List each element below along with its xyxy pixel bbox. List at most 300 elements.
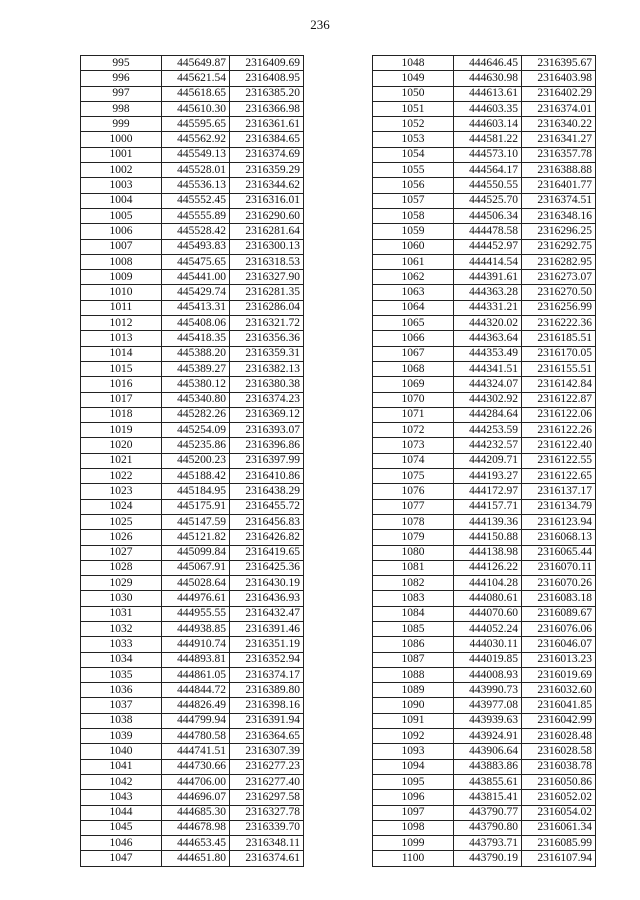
- x-coordinate-cell: 444955.55: [162, 606, 230, 621]
- y-coordinate-cell: 2316316.01: [230, 193, 304, 208]
- point-number-cell: 1062: [373, 270, 454, 285]
- point-number-cell: 1055: [373, 163, 454, 178]
- x-coordinate-cell: 443990.73: [454, 683, 522, 698]
- y-coordinate-cell: 2316438.29: [230, 484, 304, 499]
- table-row: [81, 484, 304, 499]
- y-coordinate-cell: 2316170.05: [522, 346, 596, 361]
- table-row: [81, 346, 304, 361]
- x-coordinate-cell: 444320.02: [454, 316, 522, 331]
- table-row: [373, 683, 596, 698]
- point-number-cell: 1040: [81, 744, 162, 759]
- point-number-cell: 1079: [373, 530, 454, 545]
- point-number-cell: 1084: [373, 606, 454, 621]
- point-number-cell: 1041: [81, 759, 162, 774]
- table-row: [373, 208, 596, 223]
- y-coordinate-cell: 2316356.36: [230, 331, 304, 346]
- point-number-cell: 1091: [373, 713, 454, 728]
- table-row: [373, 805, 596, 820]
- point-number-cell: 1032: [81, 621, 162, 636]
- table-row: [81, 132, 304, 147]
- table-row: [81, 208, 304, 223]
- x-coordinate-cell: 445418.35: [162, 331, 230, 346]
- table-row: [373, 545, 596, 560]
- y-coordinate-cell: 2316361.61: [230, 117, 304, 132]
- x-coordinate-cell: 444893.81: [162, 652, 230, 667]
- x-coordinate-cell: 444150.88: [454, 530, 522, 545]
- point-number-cell: 1009: [81, 270, 162, 285]
- x-coordinate-cell: 444581.22: [454, 132, 522, 147]
- table-row: [373, 836, 596, 851]
- y-coordinate-cell: 2316050.86: [522, 774, 596, 789]
- table-row: [373, 514, 596, 529]
- point-number-cell: 1075: [373, 469, 454, 484]
- y-coordinate-cell: 2316076.06: [522, 621, 596, 636]
- table-row: [81, 560, 304, 575]
- point-number-cell: 1074: [373, 453, 454, 468]
- x-coordinate-cell: 444341.51: [454, 361, 522, 376]
- table-row: [373, 193, 596, 208]
- x-coordinate-cell: 444008.93: [454, 667, 522, 682]
- table-row: [373, 285, 596, 300]
- y-coordinate-cell: 2316374.23: [230, 392, 304, 407]
- point-number-cell: 1089: [373, 683, 454, 698]
- table-row: [373, 423, 596, 438]
- table-row: [81, 820, 304, 835]
- point-number-cell: 1066: [373, 331, 454, 346]
- y-coordinate-cell: 2316142.84: [522, 377, 596, 392]
- y-coordinate-cell: 2316222.36: [522, 316, 596, 331]
- y-coordinate-cell: 2316395.67: [522, 56, 596, 71]
- table-row: [373, 652, 596, 667]
- x-coordinate-cell: 443793.71: [454, 836, 522, 851]
- table-row: [81, 285, 304, 300]
- x-coordinate-cell: 444139.36: [454, 514, 522, 529]
- table-row: [373, 270, 596, 285]
- point-number-cell: 1023: [81, 484, 162, 499]
- x-coordinate-cell: 444706.00: [162, 774, 230, 789]
- y-coordinate-cell: 2316155.51: [522, 361, 596, 376]
- x-coordinate-cell: 443924.91: [454, 729, 522, 744]
- x-coordinate-cell: 444414.54: [454, 254, 522, 269]
- point-number-cell: 1049: [373, 71, 454, 86]
- x-coordinate-cell: 444253.59: [454, 423, 522, 438]
- coordinates-table-left: [80, 55, 304, 867]
- x-coordinate-cell: 444573.10: [454, 147, 522, 162]
- y-coordinate-cell: 2316107.94: [522, 851, 596, 866]
- x-coordinate-cell: 445429.74: [162, 285, 230, 300]
- table-row: [81, 652, 304, 667]
- coordinates-table-body: [373, 56, 596, 867]
- x-coordinate-cell: 444478.58: [454, 224, 522, 239]
- point-number-cell: 1027: [81, 545, 162, 560]
- x-coordinate-cell: 444603.35: [454, 101, 522, 116]
- table-row: [81, 254, 304, 269]
- x-coordinate-cell: 445528.01: [162, 163, 230, 178]
- x-coordinate-cell: 445389.27: [162, 361, 230, 376]
- point-number-cell: 1031: [81, 606, 162, 621]
- point-number-cell: 1010: [81, 285, 162, 300]
- x-coordinate-cell: 444080.61: [454, 591, 522, 606]
- point-number-cell: 1064: [373, 300, 454, 315]
- table-row: [373, 759, 596, 774]
- table-row: [81, 438, 304, 453]
- x-coordinate-cell: 444193.27: [454, 469, 522, 484]
- y-coordinate-cell: 2316028.48: [522, 729, 596, 744]
- coordinates-table-body: [81, 56, 304, 867]
- table-row: [373, 713, 596, 728]
- x-coordinate-cell: 444938.85: [162, 621, 230, 636]
- y-coordinate-cell: 2316286.04: [230, 300, 304, 315]
- table-row: [373, 744, 596, 759]
- y-coordinate-cell: 2316042.99: [522, 713, 596, 728]
- x-coordinate-cell: 444861.05: [162, 667, 230, 682]
- point-number-cell: 1096: [373, 790, 454, 805]
- x-coordinate-cell: 444780.58: [162, 729, 230, 744]
- table-row: [81, 576, 304, 591]
- table-row: [373, 377, 596, 392]
- y-coordinate-cell: 2316068.13: [522, 530, 596, 545]
- table-row: [373, 56, 596, 71]
- table-row: [373, 729, 596, 744]
- table-row: [373, 254, 596, 269]
- point-number-cell: 1100: [373, 851, 454, 866]
- y-coordinate-cell: 2316344.62: [230, 178, 304, 193]
- y-coordinate-cell: 2316277.40: [230, 774, 304, 789]
- y-coordinate-cell: 2316339.70: [230, 820, 304, 835]
- x-coordinate-cell: 445200.23: [162, 453, 230, 468]
- x-coordinate-cell: 444353.49: [454, 346, 522, 361]
- table-row: [81, 239, 304, 254]
- point-number-cell: 1098: [373, 820, 454, 835]
- x-coordinate-cell: 445282.26: [162, 407, 230, 422]
- x-coordinate-cell: 445254.09: [162, 423, 230, 438]
- table-row: [373, 316, 596, 331]
- table-row: [81, 147, 304, 162]
- x-coordinate-cell: 444363.28: [454, 285, 522, 300]
- x-coordinate-cell: 443883.86: [454, 759, 522, 774]
- x-coordinate-cell: 443790.80: [454, 820, 522, 835]
- y-coordinate-cell: 2316359.31: [230, 346, 304, 361]
- table-row: [373, 469, 596, 484]
- point-number-cell: 1029: [81, 576, 162, 591]
- x-coordinate-cell: 444138.98: [454, 545, 522, 560]
- y-coordinate-cell: 2316281.64: [230, 224, 304, 239]
- y-coordinate-cell: 2316327.90: [230, 270, 304, 285]
- y-coordinate-cell: 2316402.29: [522, 86, 596, 101]
- point-number-cell: 1059: [373, 224, 454, 239]
- table-row: [81, 117, 304, 132]
- x-coordinate-cell: 445408.06: [162, 316, 230, 331]
- table-row: [373, 820, 596, 835]
- y-coordinate-cell: 2316430.19: [230, 576, 304, 591]
- x-coordinate-cell: 443906.64: [454, 744, 522, 759]
- x-coordinate-cell: 445555.89: [162, 208, 230, 223]
- y-coordinate-cell: 2316070.11: [522, 560, 596, 575]
- point-number-cell: 1097: [373, 805, 454, 820]
- table-row: [373, 147, 596, 162]
- x-coordinate-cell: 444157.71: [454, 499, 522, 514]
- y-coordinate-cell: 2316085.99: [522, 836, 596, 851]
- table-row: [373, 637, 596, 652]
- point-number-cell: 1038: [81, 713, 162, 728]
- y-coordinate-cell: 2316382.13: [230, 361, 304, 376]
- y-coordinate-cell: 2316385.20: [230, 86, 304, 101]
- x-coordinate-cell: 445595.65: [162, 117, 230, 132]
- x-coordinate-cell: 444104.28: [454, 576, 522, 591]
- x-coordinate-cell: 444826.49: [162, 698, 230, 713]
- x-coordinate-cell: 445184.95: [162, 484, 230, 499]
- table-row: [81, 606, 304, 621]
- point-number-cell: 995: [81, 56, 162, 71]
- x-coordinate-cell: 443855.61: [454, 774, 522, 789]
- point-number-cell: 1085: [373, 621, 454, 636]
- y-coordinate-cell: 2316122.65: [522, 469, 596, 484]
- point-number-cell: 1057: [373, 193, 454, 208]
- table-row: [81, 469, 304, 484]
- y-coordinate-cell: 2316123.94: [522, 514, 596, 529]
- table-row: [373, 667, 596, 682]
- x-coordinate-cell: 445649.87: [162, 56, 230, 71]
- x-coordinate-cell: 445175.91: [162, 499, 230, 514]
- table-row: [81, 530, 304, 545]
- point-number-cell: 1018: [81, 407, 162, 422]
- point-number-cell: 1003: [81, 178, 162, 193]
- table-row: [81, 851, 304, 866]
- table-row: [373, 499, 596, 514]
- point-number-cell: 1073: [373, 438, 454, 453]
- y-coordinate-cell: 2316321.72: [230, 316, 304, 331]
- y-coordinate-cell: 2316054.02: [522, 805, 596, 820]
- point-number-cell: 1071: [373, 407, 454, 422]
- x-coordinate-cell: 444630.98: [454, 71, 522, 86]
- table-row: [373, 163, 596, 178]
- x-coordinate-cell: 445067.91: [162, 560, 230, 575]
- table-row: [373, 698, 596, 713]
- table-row: [373, 560, 596, 575]
- x-coordinate-cell: 445188.42: [162, 469, 230, 484]
- y-coordinate-cell: 2316384.65: [230, 132, 304, 147]
- y-coordinate-cell: 2316374.51: [522, 193, 596, 208]
- y-coordinate-cell: 2316046.07: [522, 637, 596, 652]
- y-coordinate-cell: 2316032.60: [522, 683, 596, 698]
- table-row: [81, 407, 304, 422]
- table-row: [81, 545, 304, 560]
- point-number-cell: 1093: [373, 744, 454, 759]
- x-coordinate-cell: 445388.20: [162, 346, 230, 361]
- y-coordinate-cell: 2316419.65: [230, 545, 304, 560]
- table-row: [81, 71, 304, 86]
- y-coordinate-cell: 2316307.39: [230, 744, 304, 759]
- point-number-cell: 1090: [373, 698, 454, 713]
- x-coordinate-cell: 444052.24: [454, 621, 522, 636]
- table-row: [373, 407, 596, 422]
- point-number-cell: 1056: [373, 178, 454, 193]
- point-number-cell: 1081: [373, 560, 454, 575]
- table-row: [373, 392, 596, 407]
- table-row: [373, 851, 596, 866]
- table-row: [81, 163, 304, 178]
- x-coordinate-cell: 443977.08: [454, 698, 522, 713]
- table-row: [373, 224, 596, 239]
- point-number-cell: 1069: [373, 377, 454, 392]
- y-coordinate-cell: 2316041.85: [522, 698, 596, 713]
- table-row: [373, 239, 596, 254]
- y-coordinate-cell: 2316398.16: [230, 698, 304, 713]
- x-coordinate-cell: 444651.80: [162, 851, 230, 866]
- point-number-cell: 1067: [373, 346, 454, 361]
- y-coordinate-cell: 2316019.69: [522, 667, 596, 682]
- x-coordinate-cell: 445549.13: [162, 147, 230, 162]
- y-coordinate-cell: 2316297.58: [230, 790, 304, 805]
- x-coordinate-cell: 444976.61: [162, 591, 230, 606]
- y-coordinate-cell: 2316352.94: [230, 652, 304, 667]
- y-coordinate-cell: 2316425.36: [230, 560, 304, 575]
- y-coordinate-cell: 2316408.95: [230, 71, 304, 86]
- x-coordinate-cell: 445618.65: [162, 86, 230, 101]
- point-number-cell: 1065: [373, 316, 454, 331]
- x-coordinate-cell: 444799.94: [162, 713, 230, 728]
- y-coordinate-cell: 2316122.40: [522, 438, 596, 453]
- y-coordinate-cell: 2316122.26: [522, 423, 596, 438]
- y-coordinate-cell: 2316013.23: [522, 652, 596, 667]
- y-coordinate-cell: 2316327.78: [230, 805, 304, 820]
- x-coordinate-cell: 444910.74: [162, 637, 230, 652]
- point-number-cell: 1088: [373, 667, 454, 682]
- table-row: [373, 591, 596, 606]
- x-coordinate-cell: 444209.71: [454, 453, 522, 468]
- table-row: [81, 423, 304, 438]
- point-number-cell: 1070: [373, 392, 454, 407]
- y-coordinate-cell: 2316456.83: [230, 514, 304, 529]
- point-number-cell: 1083: [373, 591, 454, 606]
- x-coordinate-cell: 444324.07: [454, 377, 522, 392]
- table-row: [81, 667, 304, 682]
- point-number-cell: 1034: [81, 652, 162, 667]
- y-coordinate-cell: 2316374.61: [230, 851, 304, 866]
- table-row: [81, 790, 304, 805]
- point-number-cell: 1007: [81, 239, 162, 254]
- table-row: [81, 713, 304, 728]
- x-coordinate-cell: 444172.97: [454, 484, 522, 499]
- table-row: [81, 514, 304, 529]
- y-coordinate-cell: 2316281.35: [230, 285, 304, 300]
- point-number-cell: 1072: [373, 423, 454, 438]
- point-number-cell: 1008: [81, 254, 162, 269]
- x-coordinate-cell: 444232.57: [454, 438, 522, 453]
- y-coordinate-cell: 2316290.60: [230, 208, 304, 223]
- point-number-cell: 1082: [373, 576, 454, 591]
- y-coordinate-cell: 2316351.19: [230, 637, 304, 652]
- y-coordinate-cell: 2316065.44: [522, 545, 596, 560]
- table-row: [81, 178, 304, 193]
- point-number-cell: 1042: [81, 774, 162, 789]
- point-number-cell: 1022: [81, 469, 162, 484]
- x-coordinate-cell: 445028.64: [162, 576, 230, 591]
- x-coordinate-cell: 444653.45: [162, 836, 230, 851]
- x-coordinate-cell: 443790.77: [454, 805, 522, 820]
- y-coordinate-cell: 2316318.53: [230, 254, 304, 269]
- table-row: [373, 621, 596, 636]
- point-number-cell: 1012: [81, 316, 162, 331]
- table-row: [373, 331, 596, 346]
- table-row: [81, 698, 304, 713]
- x-coordinate-cell: 444685.30: [162, 805, 230, 820]
- y-coordinate-cell: 2316391.94: [230, 713, 304, 728]
- table-row: [81, 621, 304, 636]
- point-number-cell: 1087: [373, 652, 454, 667]
- y-coordinate-cell: 2316432.47: [230, 606, 304, 621]
- table-row: [81, 805, 304, 820]
- y-coordinate-cell: 2316122.55: [522, 453, 596, 468]
- table-row: [81, 224, 304, 239]
- table-row: [81, 774, 304, 789]
- y-coordinate-cell: 2316397.99: [230, 453, 304, 468]
- point-number-cell: 1021: [81, 453, 162, 468]
- x-coordinate-cell: 444506.34: [454, 208, 522, 223]
- table-row: [81, 377, 304, 392]
- x-coordinate-cell: 445562.92: [162, 132, 230, 147]
- y-coordinate-cell: 2316070.26: [522, 576, 596, 591]
- y-coordinate-cell: 2316277.23: [230, 759, 304, 774]
- x-coordinate-cell: 445528.42: [162, 224, 230, 239]
- table-row: [373, 438, 596, 453]
- table-row: [373, 71, 596, 86]
- point-number-cell: 1046: [81, 836, 162, 851]
- y-coordinate-cell: 2316185.51: [522, 331, 596, 346]
- point-number-cell: 1039: [81, 729, 162, 744]
- x-coordinate-cell: 444284.64: [454, 407, 522, 422]
- x-coordinate-cell: 444678.98: [162, 820, 230, 835]
- x-coordinate-cell: 445475.65: [162, 254, 230, 269]
- y-coordinate-cell: 2316061.34: [522, 820, 596, 835]
- y-coordinate-cell: 2316340.22: [522, 117, 596, 132]
- x-coordinate-cell: 444696.07: [162, 790, 230, 805]
- point-number-cell: 1080: [373, 545, 454, 560]
- x-coordinate-cell: 444646.45: [454, 56, 522, 71]
- x-coordinate-cell: 445121.82: [162, 530, 230, 545]
- x-coordinate-cell: 444391.61: [454, 270, 522, 285]
- point-number-cell: 1013: [81, 331, 162, 346]
- x-coordinate-cell: 445235.86: [162, 438, 230, 453]
- point-number-cell: 1025: [81, 514, 162, 529]
- y-coordinate-cell: 2316273.07: [522, 270, 596, 285]
- y-coordinate-cell: 2316357.78: [522, 147, 596, 162]
- table-row: [373, 576, 596, 591]
- point-number-cell: 1028: [81, 560, 162, 575]
- point-number-cell: 1020: [81, 438, 162, 453]
- y-coordinate-cell: 2316137.17: [522, 484, 596, 499]
- x-coordinate-cell: 445441.00: [162, 270, 230, 285]
- table-row: [81, 193, 304, 208]
- point-number-cell: 1026: [81, 530, 162, 545]
- y-coordinate-cell: 2316374.69: [230, 147, 304, 162]
- point-number-cell: 1017: [81, 392, 162, 407]
- point-number-cell: 998: [81, 101, 162, 116]
- point-number-cell: 1086: [373, 637, 454, 652]
- x-coordinate-cell: 444525.70: [454, 193, 522, 208]
- table-row: [81, 316, 304, 331]
- x-coordinate-cell: 444550.55: [454, 178, 522, 193]
- point-number-cell: 1030: [81, 591, 162, 606]
- x-coordinate-cell: 445610.30: [162, 101, 230, 116]
- x-coordinate-cell: 444331.21: [454, 300, 522, 315]
- y-coordinate-cell: 2316369.12: [230, 407, 304, 422]
- point-number-cell: 1014: [81, 346, 162, 361]
- table-row: [373, 361, 596, 376]
- table-row: [373, 101, 596, 116]
- point-number-cell: 1047: [81, 851, 162, 866]
- y-coordinate-cell: 2316455.72: [230, 499, 304, 514]
